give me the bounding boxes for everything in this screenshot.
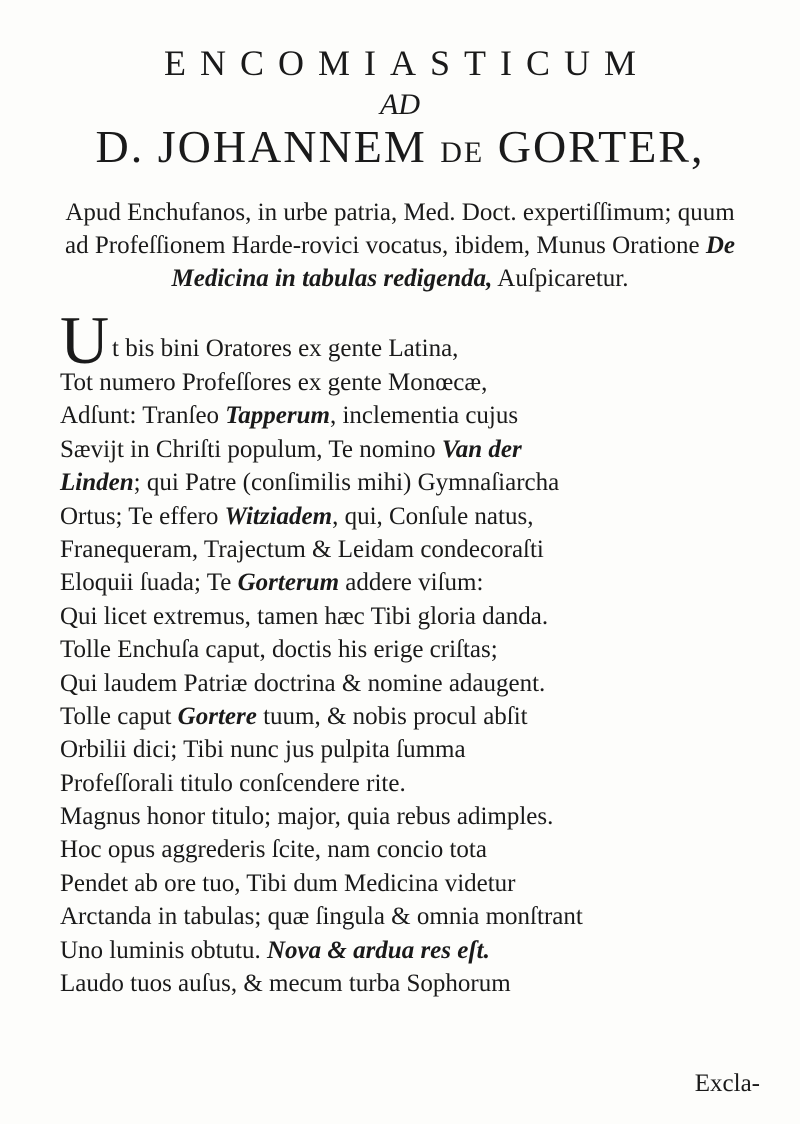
poem-line (60, 667, 770, 700)
line-segment: Profeſſorali titulo conſcendere rite. (60, 769, 406, 797)
poem-line (60, 302, 770, 378)
poem-line-text (112, 332, 458, 365)
line-segment: Adſunt: Tranſeo (60, 402, 226, 430)
line-segment: Qui laudem Patriæ doctrina & nomine adaugent. (60, 669, 546, 697)
italic-name: Van der (441, 435, 522, 463)
poem-line (60, 967, 770, 1000)
italic-name: Gortere (177, 702, 257, 730)
line-segment: Sævijt in Chriſti populum, Te nomino (60, 435, 442, 463)
drop-cap: U (60, 302, 110, 378)
line-segment: Ortus; Te effero (60, 502, 225, 530)
italic-name: Tapperum (225, 402, 330, 430)
dedicatee-first-name: D. JOHANNEM (95, 121, 427, 172)
line-segment: t bis bini Oratores ex gente Latina, (112, 335, 459, 362)
line-segment: Pendet ab ore tuo, Tibi dum Medicina videtur (60, 869, 516, 897)
line-segment: Tolle caput (60, 702, 178, 730)
page-title: ENCOMIASTICUM (163, 43, 650, 83)
poem-line (60, 800, 770, 833)
line-segment: Tolle Enchuſa caput, doctis his erige criſtas; (60, 636, 498, 664)
italic-name: Witziadem (224, 502, 333, 530)
poem-line (60, 700, 770, 733)
line-segment: Tot numero Profeſſores ex gente Monœcæ, (60, 369, 488, 396)
line-segment: Qui licet extremus, tamen hæc Tibi gloria danda. (60, 602, 549, 630)
intro-text-2: Auſpicaretur. (497, 265, 629, 292)
poem-body (60, 302, 770, 1000)
line-segment: ; qui Patre (conſimilis mihi) Gymnaſiarcha (133, 469, 560, 497)
line-segment: tuum, & nobis procul abſit (256, 702, 528, 730)
italic-name: Nova & ardua res eſt. (266, 936, 490, 964)
dedicatee-name (0, 120, 800, 173)
line-segment: Franequeram, Trajectum & Leidam condecoraſti (60, 535, 544, 563)
poem-line (60, 433, 770, 466)
poem-line (60, 366, 770, 399)
line-segment: Eloquii ſuada; Te (60, 569, 238, 597)
line-segment: Magnus honor titulo; major, quia rebus adimples. (60, 803, 554, 831)
poem-line (60, 466, 770, 499)
poem-line (60, 566, 770, 599)
poem-line (60, 934, 770, 967)
line-segment: Orbilii dici; Tibi nunc jus pulpita ſumma (60, 736, 466, 764)
poem-line (60, 733, 770, 766)
line-segment: Arctanda in tabulas; quæ ſingula & omnia monſtrant (60, 903, 583, 931)
line-segment: , inclementia cujus (329, 402, 519, 430)
dedicatee-surname: GORTER, (497, 121, 705, 172)
poem-line (60, 533, 770, 566)
introductory-paragraph (60, 196, 740, 295)
line-segment: , qui, Conſule natus, (332, 502, 534, 530)
poem-line (60, 900, 770, 933)
line-segment: Uno luminis obtutu. (60, 936, 267, 964)
poem-line (60, 867, 770, 900)
italic-name: Gorterum (237, 569, 340, 597)
poem-line (60, 833, 770, 866)
intro-text-1: Apud Enchufanos, in urbe patria, Med. Doct. expertiſſimum; quum ad Profeſſionem Harde-rovici vocatus, ibidem, Munus Oratione (65, 199, 735, 259)
oration-title: De Medicina in tabulas redigenda, (171, 232, 735, 292)
italic-name: Linden (60, 469, 134, 497)
dedicatee-particle: DE (440, 136, 485, 169)
poem-line (60, 399, 770, 432)
dedication-ad: AD (380, 88, 420, 121)
poem-line (60, 600, 770, 633)
line-segment: Hoc opus aggrederis ſcite, nam concio tota (60, 836, 487, 864)
line-segment: addere viſum: (339, 569, 484, 597)
catchword: Excla- (694, 1070, 760, 1097)
line-segment: Laudo tuos auſus, & mecum turba Sophorum (60, 970, 511, 998)
poem-line (60, 633, 770, 666)
poem-line (60, 767, 770, 800)
poem-line (60, 500, 770, 533)
